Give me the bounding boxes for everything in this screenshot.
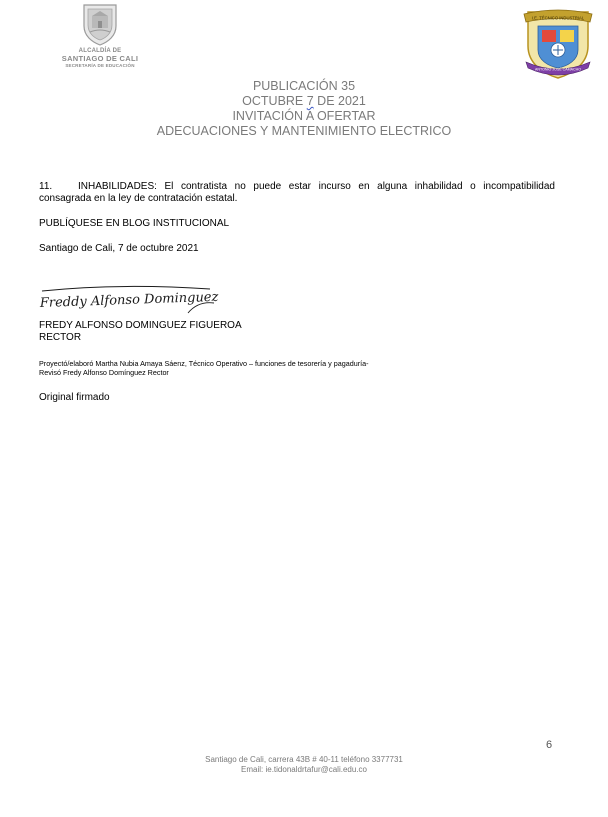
footer-email: Email: ie.tidonaldrtafur@cali.edu.co — [241, 765, 367, 774]
title-date-month: OCTUBRE — [242, 94, 307, 108]
clause-number: 11. — [39, 181, 53, 192]
school-crest — [522, 6, 594, 80]
city-shield-icon — [80, 2, 120, 46]
page-number: 6 — [546, 739, 553, 751]
signer-role: RECTOR — [39, 332, 82, 343]
place-date: Santiago de Cali, 7 de octubre 2021 — [39, 243, 199, 254]
title-subject: ADECUACIONES Y MANTENIMIENTO ELECTRICO — [156, 124, 452, 138]
title-date-day: 7 — [306, 94, 314, 108]
logo-line-city: SANTIAGO DE CALI — [61, 54, 139, 63]
alcaldia-logo — [50, 2, 150, 76]
svg-text:ANTONIO JOSÉ CAMACHO: ANTONIO JOSÉ CAMACHO — [534, 67, 582, 72]
handwritten-signature — [38, 283, 220, 321]
publish-notice: PUBLÍQUESE EN BLOG INSTITUCIONAL — [39, 218, 230, 229]
logo-line-alcaldia: ALCALDÍA DE — [78, 48, 122, 54]
title-publication: PUBLICACIÓN 35 — [252, 79, 356, 93]
title-date-year: DE 2021 — [313, 94, 366, 108]
title-date — [0, 94, 608, 109]
svg-text:I.E. TÉCNICO INDUSTRIAL: I.E. TÉCNICO INDUSTRIAL — [531, 15, 585, 21]
school-crest-icon — [522, 6, 594, 80]
clause-11 — [39, 181, 555, 205]
logo-line-secretaria: SECRETARÍA DE EDUCACIÓN — [65, 62, 135, 68]
signer-name: FREDY ALFONSO DOMINGUEZ FIGUEROA — [39, 320, 242, 331]
svg-text:Freddy Alfonso Dominguez F: Freddy Alfonso Dominguez F — [39, 289, 220, 311]
footer-address: Santiago de Cali, carrera 43B # 40-11 teléfono 3377731 — [205, 755, 403, 764]
prepared-by: Proyectó/elaboró Martha Nubia Amaya Sáenz, Técnico Operativo – funciones de tesorería y pagaduría- — [39, 359, 369, 368]
title-invitation: INVITACIÓN A OFERTAR — [232, 109, 376, 123]
document-title — [0, 79, 608, 139]
original-signed: Original firmado — [39, 392, 110, 403]
reviewed-by: Revisó Fredy Alfonso Domínguez Rector — [39, 368, 169, 377]
clause-text: INHABILIDADES: El contratista no puede estar incurso en alguna inhabilidad o incompatibilidad consagrada en la ley de contratación estatal. — [39, 181, 555, 204]
